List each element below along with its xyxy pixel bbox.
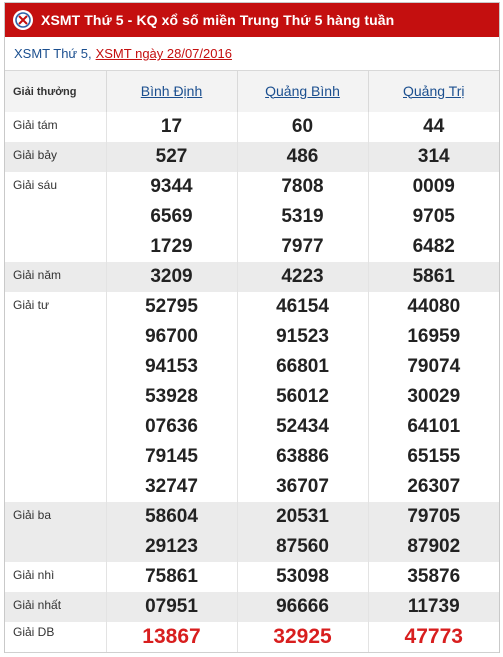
result-number: 96700 xyxy=(145,326,198,347)
result-number: 32747 xyxy=(145,476,198,497)
table-row xyxy=(5,502,499,562)
result-number: 87902 xyxy=(407,536,461,557)
result-number: 63886 xyxy=(276,446,329,467)
result-number: 79145 xyxy=(145,446,198,467)
province-link[interactable]: Bình Định xyxy=(140,82,203,99)
table-header-row xyxy=(5,71,499,112)
result-number: 30029 xyxy=(407,386,461,407)
table-row xyxy=(5,562,499,592)
result-number: 07951 xyxy=(145,596,198,617)
result-cell xyxy=(106,592,237,622)
result-number: 6569 xyxy=(150,206,193,227)
result-cell xyxy=(106,622,237,652)
prize-label: Giải DB xyxy=(5,622,106,652)
result-number: 0009 xyxy=(412,176,455,197)
result-cell xyxy=(237,142,368,172)
result-cell xyxy=(106,292,237,502)
result-number: 9705 xyxy=(412,206,455,227)
result-number: 79705 xyxy=(407,506,461,527)
result-cell xyxy=(237,262,368,292)
table-row xyxy=(5,292,499,502)
result-cell xyxy=(106,142,237,172)
table-row xyxy=(5,172,499,262)
panel-header xyxy=(5,3,499,37)
result-cell xyxy=(368,592,499,622)
result-number: 5861 xyxy=(412,266,455,287)
date-line xyxy=(5,37,499,71)
result-cell xyxy=(106,262,237,292)
date-prefix: XSMT Thứ 5, xyxy=(14,46,92,61)
result-number: 17 xyxy=(160,116,183,137)
result-cell xyxy=(368,112,499,142)
result-number: 16959 xyxy=(407,326,461,347)
result-number: 65155 xyxy=(407,446,461,467)
result-cell xyxy=(237,292,368,502)
result-number: 66801 xyxy=(276,356,329,377)
province-link[interactable]: Quảng Bình xyxy=(265,82,340,99)
result-number: 53928 xyxy=(145,386,198,407)
results-panel xyxy=(4,2,500,653)
special-prize-number: 32925 xyxy=(273,625,332,648)
special-prize-number: 13867 xyxy=(142,625,201,648)
result-number: 486 xyxy=(286,146,319,167)
result-cell xyxy=(368,502,499,562)
result-number: 53098 xyxy=(276,566,329,587)
result-number: 64101 xyxy=(407,416,461,437)
result-number: 52795 xyxy=(145,296,198,317)
prize-label: Giải ba xyxy=(5,502,106,562)
result-number: 6482 xyxy=(412,236,455,257)
result-cell xyxy=(368,622,499,652)
result-number: 96666 xyxy=(276,596,329,617)
result-number: 29123 xyxy=(145,536,198,557)
result-number: 11739 xyxy=(407,596,460,617)
province-link[interactable]: Quảng Trị xyxy=(403,82,465,99)
result-number: 87560 xyxy=(276,536,329,557)
result-number: 44080 xyxy=(407,296,461,317)
result-number: 527 xyxy=(155,146,188,167)
prize-label: Giải bảy xyxy=(5,142,106,172)
special-prize-number: 47773 xyxy=(404,625,463,648)
table-bottom-border xyxy=(5,652,499,653)
result-number: 46154 xyxy=(276,296,329,317)
result-number: 7808 xyxy=(281,176,324,197)
table-row xyxy=(5,142,499,172)
result-number: 5319 xyxy=(281,206,324,227)
panel-title: XSMT Thứ 5 - KQ xổ số miền Trung Thứ 5 hàng tuần xyxy=(41,12,395,28)
prize-label: Giải năm xyxy=(5,262,106,292)
result-number: 9344 xyxy=(150,176,193,197)
result-number: 35876 xyxy=(407,566,461,587)
table-row xyxy=(5,592,499,622)
prize-column-header: Giải thưởng xyxy=(5,71,106,112)
result-number: 91523 xyxy=(276,326,329,347)
result-number: 75861 xyxy=(145,566,198,587)
result-number: 36707 xyxy=(276,476,329,497)
province-header xyxy=(106,71,237,112)
result-cell xyxy=(237,172,368,262)
prize-label: Giải tư xyxy=(5,292,106,502)
result-cell xyxy=(237,592,368,622)
result-number: 26307 xyxy=(407,476,461,497)
result-number: 44 xyxy=(423,116,445,137)
result-number: 1729 xyxy=(150,236,193,257)
results-table xyxy=(5,71,499,652)
result-cell xyxy=(368,562,499,592)
result-number: 79074 xyxy=(407,356,461,377)
prize-label: Giải nhất xyxy=(5,592,106,622)
result-cell xyxy=(368,172,499,262)
prize-label: Giải sáu xyxy=(5,172,106,262)
result-number: 52434 xyxy=(276,416,329,437)
result-number: 20531 xyxy=(276,506,329,527)
prize-label: Giải tám xyxy=(5,112,106,142)
date-link[interactable]: XSMT ngày 28/07/2016 xyxy=(95,46,232,61)
table-row xyxy=(5,262,499,292)
result-number: 7977 xyxy=(281,236,324,257)
result-number: 3209 xyxy=(150,266,193,287)
result-cell xyxy=(237,622,368,652)
result-cell xyxy=(106,172,237,262)
result-cell xyxy=(237,502,368,562)
result-cell xyxy=(237,112,368,142)
result-cell xyxy=(106,502,237,562)
result-cell xyxy=(368,142,499,172)
result-cell xyxy=(237,562,368,592)
table-row xyxy=(5,622,499,652)
lottery-ball-icon xyxy=(13,10,33,30)
prize-label: Giải nhì xyxy=(5,562,106,592)
result-number: 07636 xyxy=(145,416,198,437)
result-number: 56012 xyxy=(276,386,329,407)
result-number: 60 xyxy=(291,116,314,137)
result-cell xyxy=(106,562,237,592)
province-header xyxy=(237,71,368,112)
province-header xyxy=(368,71,499,112)
result-number: 94153 xyxy=(145,356,198,377)
result-number: 314 xyxy=(417,146,450,167)
result-cell xyxy=(368,262,499,292)
result-number: 58604 xyxy=(145,506,198,527)
result-cell xyxy=(368,292,499,502)
result-cell xyxy=(106,112,237,142)
table-row xyxy=(5,112,499,142)
result-number: 4223 xyxy=(281,266,324,287)
